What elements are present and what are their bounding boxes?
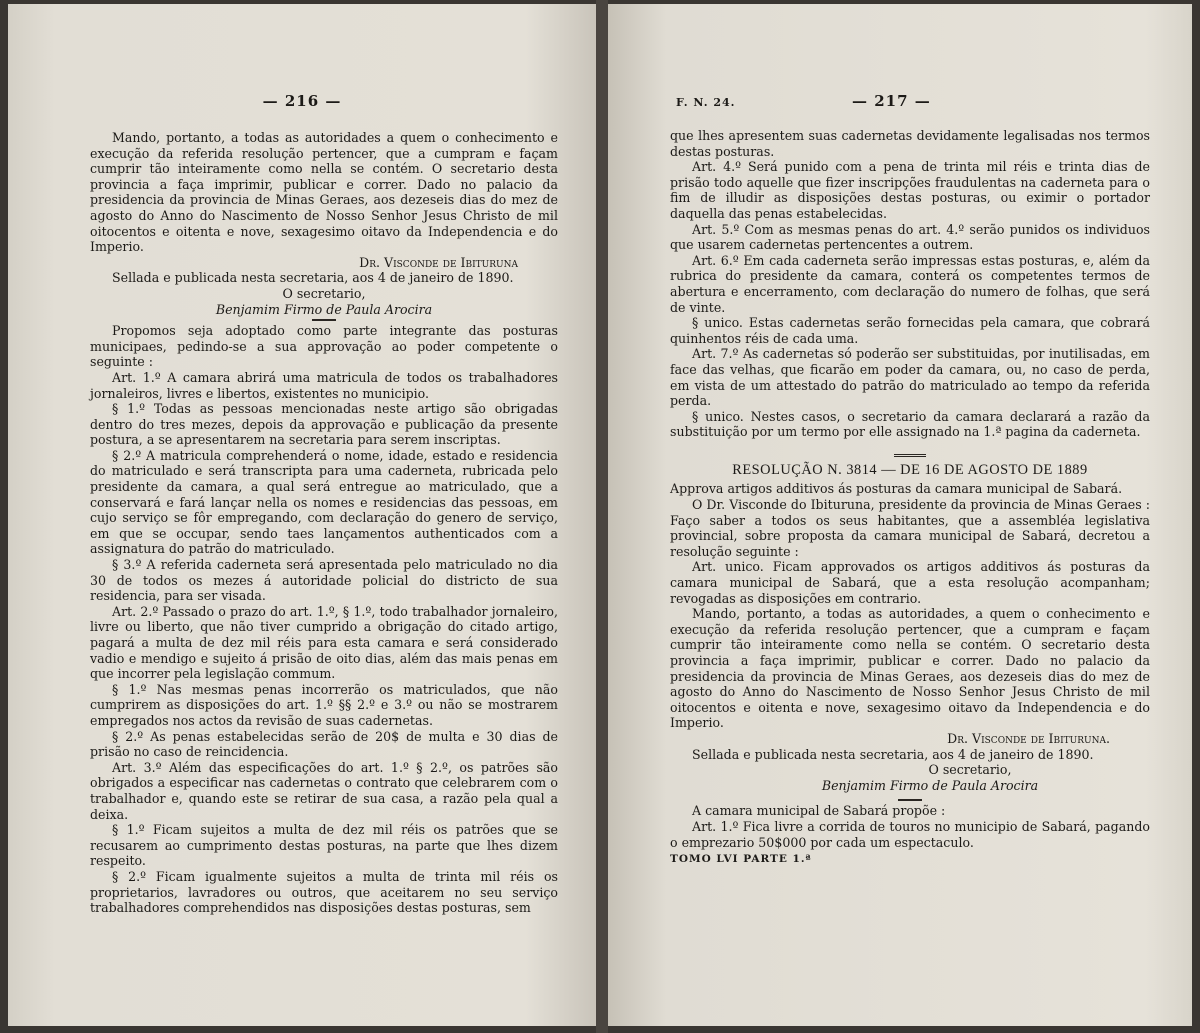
left-page [8, 4, 596, 1026]
book-gutter [596, 0, 608, 1033]
separator-rule [898, 799, 922, 801]
right-paragraph: § unico. Estas cadernetas serão fornecidas pela camara, que cobrará quinhentos réis de cada uma. [670, 315, 1150, 346]
right-paragraph: § unico. Nestes casos, o secretario da camara declarará a razão da substituição por um termo por elle assignado na 1.ª pagina da caderneta. [670, 408, 1150, 440]
secretary-label: O secretario, [282, 285, 366, 301]
left-paragraph: Art. 2.º Passado o prazo do art. 1.º, § 1.º, todo trabalhador jornaleiro, livre ou liberto, que não tiver cumprido a obrigação do citado artigo, pagará a multa de dez mil réis para esta camara e será considerado vadio e mendigo e sujeito á prisão de oito dias, além das mais penas em que incorrer pela legislação commum. [90, 603, 558, 682]
left-paragraph: § 2.º As penas estabelecidas serão de 20$ de multa e 30 dias de prisão no caso de reincidencia. [90, 728, 558, 760]
right-paragraph: que lhes apresentem suas cadernetas devidamente legalisadas nos termos destas posturas. [670, 128, 1150, 159]
right-paragraph: Mando, portanto, a todas as autoridades, a quem o conhecimento e execução da referida resolução pertencer, que a cumpram e façam cumprir tão inteiramente como nella se contém. O secretario desta provincia a faça imprimir, publicar e correr. Dado no palacio da presidencia da provincia de Minas Geraes, aos dezeseis dias do mez de agosto do Anno do Nascimento de Nosso Senhor Jesus Christo de mil oitocentos e oitenta e nove, sexagesimo oitavo da Independencia e do Imperio. [670, 606, 1150, 731]
signature-mark: F. N. 24. [676, 96, 736, 109]
left-paragraph: Art. 3.º Além das especificações do art. 1.º § 2.º, os patrões são obrigados a especificar nas cadernetas o contrato que celebrarem com o trabalhador e, quando este se retirar de sua casa, a razão pela qual a deixa. [90, 759, 558, 822]
secretary-name: Benjamim Firmo de Paula Arocira [215, 301, 433, 317]
right-paragraph: O Dr. Visconde do Ibituruna, presidente da provincia de Minas Geraes : Faço saber a todos os seus habitantes, que a assembléa legislativa provincial, sobre proposta da camara municipal de Sabará, decretou a resolução seguinte : [670, 497, 1150, 559]
right-column [670, 128, 1150, 868]
right-paragraph: A camara municipal de Sabará propõe : [692, 803, 946, 819]
page-number-216: — 216 — [262, 92, 342, 110]
right-page [608, 4, 1192, 1026]
left-paragraph: § 1.º Nas mesmas penas incorrerão os matriculados, que não cumprirem as disposições do art. 1.º §§ 2.º e 3.º ou não se mostrarem empregados nos actos da revisão de suas cadernetas. [90, 681, 558, 728]
right-paragraph: Art. unico. Ficam approvados os artigos additivos ás posturas da camara municipal de Sabará, que a esta resolução acompanham; revogadas as disposições em contrario. [670, 559, 1150, 606]
separator-rule [312, 319, 336, 321]
volume-footer: TOMO LVI PARTE 1.ª [670, 853, 812, 866]
left-paragraph: Mando, portanto, a todas as autoridades a quem o conhecimento e execução da referida resolução pertencer, que a cumpram e façam cumprir tão inteiramente como nella se contém. O secretario desta provincia a faça imprimir, publicar e correr. Dado no palacio da presidencia da provincia de Minas Geraes, aos dezeseis dias do mez de agosto do Anno do Nascimento de Nosso Senhor Jesus Christo de mil oitocentos e oitenta e nove, sexagesimo oitavo da Independencia e do Imperio. [90, 130, 558, 255]
left-paragraph: § 1.º Ficam sujeitos a multa de dez mil réis os patrões que se recusarem ao cumprimento destas posturas, na parte que lhes dizem respeito. [90, 822, 558, 869]
signature: Dr. Visconde de Ibituruna [359, 254, 518, 270]
secretary-label: O secretario, [928, 762, 1012, 778]
left-paragraph: Art. 1.º A camara abrirá uma matricula de todos os trabalhadores jornaleiros, livres e libertos, existentes no municipio. [90, 369, 558, 401]
separator-double-rule [894, 454, 926, 459]
left-paragraph: § 3.º A referida caderneta será apresentada pelo matriculado no dia 30 de todos os mezes á autoridade policial do districto de sua residencia, para ser visada. [90, 557, 558, 604]
left-column [90, 130, 558, 916]
secretary-name: Benjamim Firmo de Paula Arocira [821, 777, 1039, 793]
right-paragraph: Art. 4.º Será punido com a pena de trinta mil réis e trinta dias de prisão todo aquelle que fizer inscripções fraudulentas na caderneta para o fim de illudir as disposições destas posturas, ou eximir o portador daquella das penas estabelecidas. [670, 159, 1150, 221]
left-paragraph: § 1.º Todas as pessoas mencionadas neste artigo são obrigadas dentro do tres mezes, depois da approvação e publicação da presente postura, a se apresentarem na secretaria para serem inscriptas. [90, 401, 558, 448]
sealed-line: Sellada e publicada nesta secretaria, aos 4 de janeiro de 1890. [112, 270, 514, 286]
right-paragraph: Art. 6.º Em cada caderneta serão impressas estas posturas, e, além da rubrica do presidente da camara, conterá os competentes termos de abertura e encerramento, com declaração do numero de folhas, que será de vinte. [670, 252, 1150, 315]
right-paragraph: Art. 1.º Fica livre a corrida de touros no municipio de Sabará, pagando o emprezario 50$000 por cada um espectaculo. [670, 818, 1150, 850]
left-paragraph: § 2.º A matricula comprehenderá o nome, idade, estado e residencia do matriculado e será transcripta para uma caderneta, rubricada pelo presidente da camara, a qual será entregue ao matriculado, que a conservará e fará lançar nella os nomes e residencias das pessoas, em cujo serviço se fôr empregando, com declaração do genero de serviço, em que se occupar, sendo taes lançamentos authenticados com a assignatura do patrão do matriculado. [90, 447, 558, 557]
signature: Dr. Visconde de Ibituruna. [947, 730, 1110, 746]
left-paragraph: Propomos seja adoptado como parte integrante das posturas municipaes, pedindo-se a sua approvação ao poder competente o seguinte : [90, 323, 558, 370]
sealed-line: Sellada e publicada nesta secretaria, aos 4 de janeiro de 1890. [692, 746, 1094, 762]
resolution-title: RESOLUÇÃO N. 3814 — DE 16 DE AGOSTO DE 1889 [732, 461, 1088, 478]
page-number-217: — 217 — [852, 92, 931, 110]
resolution-summary: Approva artigos additivos ás posturas da camara municipal de Sabará. [670, 481, 1123, 497]
right-paragraph: Art. 7.º As cadernetas só poderão ser substituidas, por inutilisadas, em face das velhas, que ficarão em poder da camara, ou, no caso de perda, em vista de um attestado do patrão do matriculado ao tempo da referida perda. [670, 346, 1150, 409]
right-paragraph: Art. 5.º Com as mesmas penas do art. 4.º serão punidos os individuos que usarem cadernetas pertencentes a outrem. [670, 221, 1150, 253]
left-paragraph: § 2.º Ficam igualmente sujeitos a multa de trinta mil réis os proprietarios, lavradores ou outros, que aceitarem no seu serviço trabalhadores comprehendidos nas disposições destas posturas, sem [90, 868, 558, 916]
